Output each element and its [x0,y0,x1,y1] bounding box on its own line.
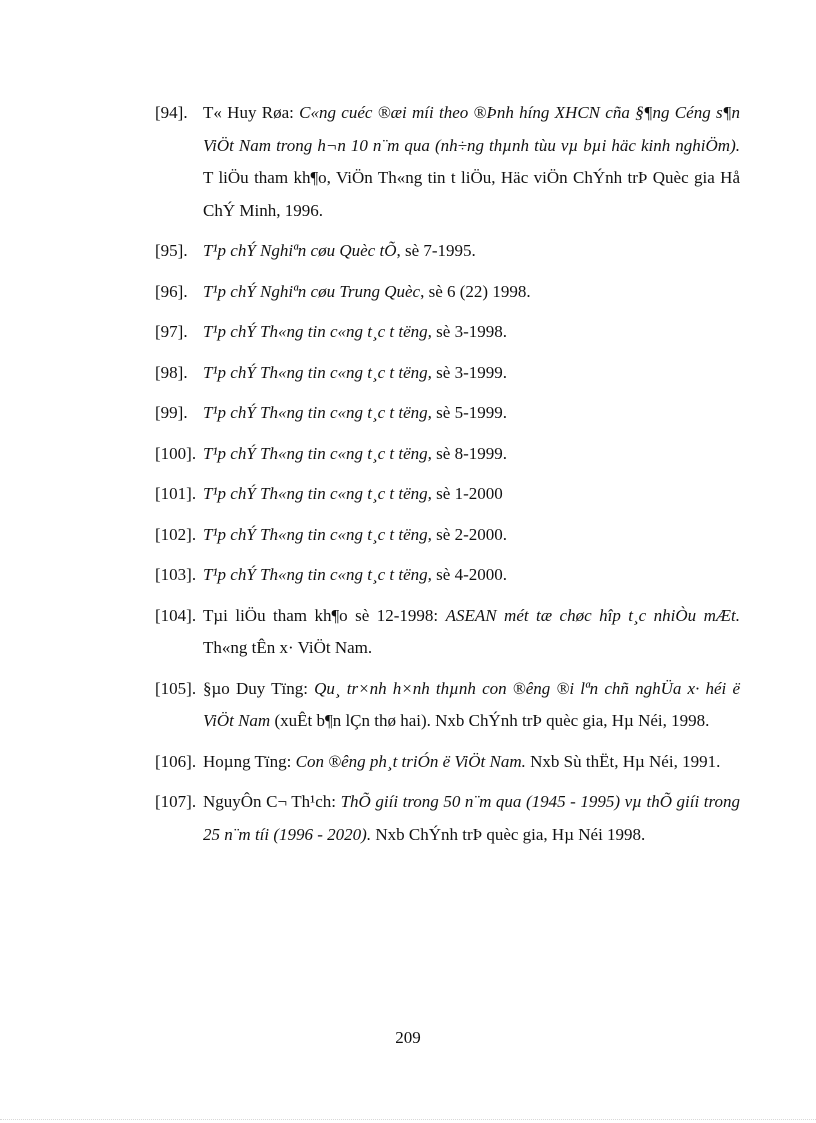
reference-details: sè 4-2000. [431,565,507,584]
reference-details: Th«ng tÊn x· ViÖt Nam. [203,638,373,657]
reference-item [155,478,740,511]
reference-text [203,600,740,665]
reference-number: [101]. [155,484,197,503]
reference-title: T¹p chÝ Th«ng tin c«ng t¸c t tëng, [203,524,432,544]
reference-item [155,316,740,349]
reference-title: T¹p chÝ Th«ng tin c«ng t¸c t tëng, [203,443,432,463]
reference-author: Tµi liÖu tham kh¶o sè 12-1998: [203,605,446,625]
reference-number: [103]. [155,565,197,584]
reference-text [203,97,740,227]
reference-details: T liÖu tham kh¶o, ViÖn Th«ng tin t liÖu, Häc viÖn ChÝnh trÞ Quèc gia Hå ChÝ Minh, 1996. [203,168,740,220]
reference-item [155,519,740,552]
reference-item [155,786,740,851]
reference-title: T¹p chÝ Th«ng tin c«ng t¸c t tëng, [203,403,432,422]
reference-title: T¹p chÝ Nghiªn cøu Trung Quèc [203,281,421,301]
reference-title: ThÕ giíi trong 50 n¨m qua (1945 - 1995) vµ thÕ giíi trong 25 n¨m tíi (1996 - 2020). [203,792,740,844]
reference-text [203,235,740,268]
reference-details: , sè 7-1995. [396,241,476,260]
reference-item [155,357,740,390]
reference-number: [104]. [155,605,197,625]
reference-text [203,746,740,779]
reference-number: [97]. [155,322,188,341]
reference-details: sè 3-1999. [431,362,507,382]
reference-item [155,397,740,430]
reference-details: sè 2-2000. [431,524,507,544]
reference-number: [107]. [155,792,197,811]
reference-text [203,357,740,390]
reference-title: T¹p chÝ Th«ng tin c«ng t¸c t tëng, [203,362,432,382]
reference-number: [98]. [155,362,188,382]
reference-number: [94]. [155,103,188,122]
reference-details: Nxb ChÝnh trÞ quèc gia, Hµ Néi 1998. [371,824,646,844]
reference-item [155,559,740,592]
reference-details: sè 3-1998. [431,322,507,341]
reference-text [203,316,740,349]
reference-item [155,276,740,309]
reference-item [155,235,740,268]
reference-title: ASEAN mét tæ chøc hîp t¸c nhiÒu mÆt. [445,605,740,625]
reference-item [155,600,740,665]
page-number: 209 [395,1028,421,1047]
reference-number: [105]. [155,678,197,698]
reference-number: [100]. [155,443,197,463]
reference-details: (xuÊt b¶n lÇn thø hai). Nxb ChÝnh trÞ quèc gia, Hµ Néi, 1998. [270,711,710,730]
reference-author: NguyÔn C¬ Th¹ch: [203,792,341,811]
reference-number: [96]. [155,281,188,301]
reference-details: sè 1-2000 [431,484,503,503]
footer-divider [0,1119,816,1120]
reference-number: [102]. [155,524,197,544]
reference-author: Hoµng Tïng: [203,751,296,771]
reference-title: Qu¸ tr×nh h×nh thµnh con ®êng ®i lªn chñ nghÜa x· héi ë ViÖt Nam [203,678,740,730]
reference-text [203,786,740,851]
reference-title: T¹p chÝ Th«ng tin c«ng t¸c t tëng, [203,565,432,584]
reference-details: , sè 6 (22) 1998. [420,281,531,301]
reference-text [203,519,740,552]
reference-author: §µo Duy Tïng: [203,678,315,698]
reference-number: [99]. [155,403,188,422]
reference-text [203,397,740,430]
reference-text [203,673,740,738]
reference-title: T¹p chÝ Th«ng tin c«ng t¸c t tëng, [203,322,432,341]
reference-item [155,438,740,471]
reference-text [203,559,740,592]
reference-text [203,276,740,309]
reference-title: T¹p chÝ Nghiªn cøu Quèc tÕ [203,241,397,260]
reference-number: [95]. [155,241,188,260]
reference-author: T« Huy Røa: [203,103,300,122]
reference-item [155,673,740,738]
reference-number: [106]. [155,751,197,771]
reference-title: Con ®êng ph¸t triÓn ë ViÖt Nam. [295,751,526,771]
reference-title: C«ng cuéc ®æi míi theo ®Þnh híng XHCN cña §¶ng Céng s¶n ViÖt Nam trong h¬n 10 n¨m qua (nh÷ng thµnh tùu vµ bµi häc kinh nghiÖm). [203,103,740,155]
reference-details: Nxb Sù thËt, Hµ Néi, 1991. [525,751,721,771]
reference-title: T¹p chÝ Th«ng tin c«ng t¸c t tëng, [203,484,432,503]
reference-item [155,97,740,227]
reference-details: sè 5-1999. [431,403,507,422]
reference-item [155,746,740,779]
reference-details: sè 8-1999. [431,443,507,463]
reference-list [155,97,740,859]
reference-text [203,438,740,471]
reference-text [203,478,740,511]
